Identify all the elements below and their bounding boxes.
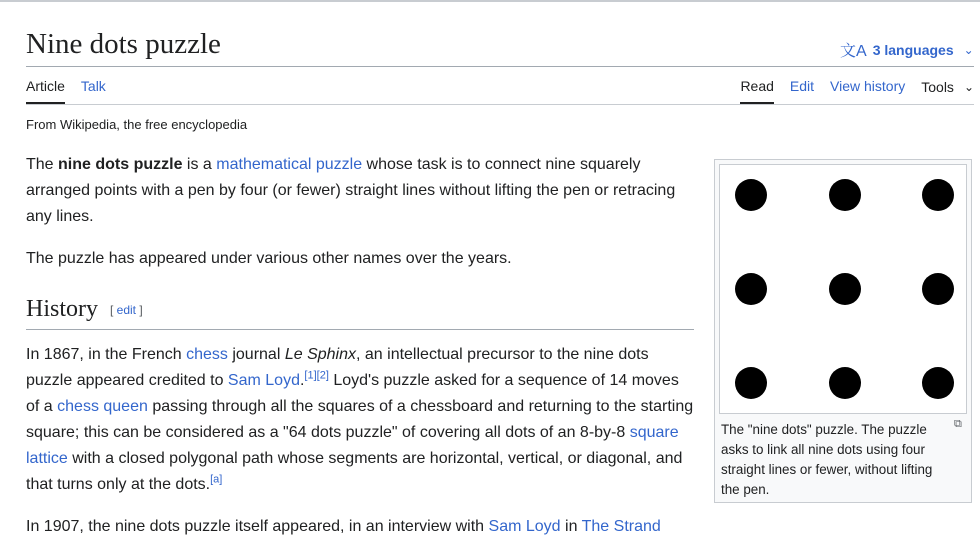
bracket: ] <box>136 303 143 318</box>
languages-button[interactable] <box>840 38 974 61</box>
dot <box>829 273 861 305</box>
history-paragraph-2 <box>26 514 694 540</box>
link-mathematical-puzzle[interactable]: mathematical puzzle <box>216 156 363 173</box>
enlarge-icon[interactable]: ⧉ <box>954 418 962 430</box>
site-tagline: From Wikipedia, the free encyclopedia <box>26 117 248 132</box>
tab-talk[interactable]: Talk <box>80 78 106 94</box>
text: In 1907, the nine dots puzzle itself appeared, in an interview with <box>26 518 489 536</box>
reference-2[interactable]: [2] <box>316 370 329 383</box>
text: journal <box>227 346 285 364</box>
link-sam-loyd[interactable]: Sam Loyd <box>227 372 300 390</box>
edit-section-link[interactable]: edit <box>116 303 137 318</box>
tools-label: Tools <box>921 79 954 95</box>
dot <box>829 179 861 211</box>
text: is a <box>182 156 217 173</box>
text: In 1867, in the French <box>26 346 187 364</box>
section-heading-history <box>26 294 694 330</box>
tab-read[interactable]: Read <box>740 78 773 104</box>
text: . <box>299 372 305 390</box>
link-sam-loyd-2[interactable]: Sam Loyd <box>488 518 561 536</box>
tabs-divider <box>26 104 974 105</box>
intro-paragraph-2: The puzzle has appeared under various other names over the years. <box>26 250 512 267</box>
article-body <box>26 152 694 556</box>
translate-icon: 文A <box>840 43 867 60</box>
section-edit <box>110 303 143 317</box>
dot <box>735 179 767 211</box>
dot <box>922 367 954 399</box>
figure-caption: The "nine dots" puzzle. The puzzle asks to link all nine dots using four straight lines or fewer, without lifting the pen. <box>721 422 933 497</box>
dot <box>829 367 861 399</box>
text: in <box>560 518 582 536</box>
top-border <box>0 0 980 2</box>
dot <box>922 273 954 305</box>
intro-paragraph-1 <box>26 152 694 230</box>
dot <box>735 367 767 399</box>
link-square-lattice[interactable]: square lattice <box>26 424 679 468</box>
text: The <box>26 156 59 173</box>
text: whose task is to connect nine squarely arranged points with a pen by four (or fewer) straight lines without lifting the pen or retracing any lines. <box>26 156 676 225</box>
link-chess[interactable]: chess <box>186 346 228 364</box>
tab-view-history[interactable]: View history <box>830 78 906 94</box>
bold-term: nine dots puzzle <box>58 156 183 173</box>
tab-edit[interactable]: Edit <box>789 78 815 94</box>
dot <box>735 273 767 305</box>
page-title: Nine dots puzzle <box>26 28 221 60</box>
dot <box>922 179 954 211</box>
nine-dots-image[interactable] <box>719 164 967 414</box>
text: Loyd's puzzle asked for a sequence of 14 moves of a <box>26 372 679 416</box>
text: with a closed polygonal path whose segments are horizontal, vertical, or diagonal, and that turns only at the dots. <box>26 450 683 494</box>
history-paragraph-1 <box>26 342 694 498</box>
infobox-figure <box>714 159 972 503</box>
bracket: [ <box>110 303 117 318</box>
view-tabs <box>724 78 974 104</box>
reference-1[interactable]: [1] <box>304 370 317 383</box>
tools-menu[interactable] <box>921 78 974 104</box>
tab-article[interactable]: Article <box>26 78 65 104</box>
link-chess-queen[interactable]: chess queen <box>57 398 148 416</box>
heading-text: History <box>26 296 98 322</box>
note-a[interactable]: [a] <box>210 474 223 487</box>
languages-label: 3 languages <box>872 41 954 58</box>
text: passing through all the squares of a chessboard and returning to the starting square; this can be considered as a "64 dots puzzle" of covering all dots of an 8-by-8 <box>26 398 694 442</box>
italic-title: Le Sphinx <box>284 346 356 364</box>
link-the-strand[interactable]: The Strand <box>581 518 661 536</box>
chevron-down-icon: ⌄ <box>963 80 974 94</box>
namespace-tabs <box>26 78 122 104</box>
text: , an intellectual precursor to the nine dots puzzle appeared credited to <box>26 346 649 390</box>
chevron-down-icon: ⌄ <box>963 42 974 57</box>
title-divider <box>26 66 974 67</box>
